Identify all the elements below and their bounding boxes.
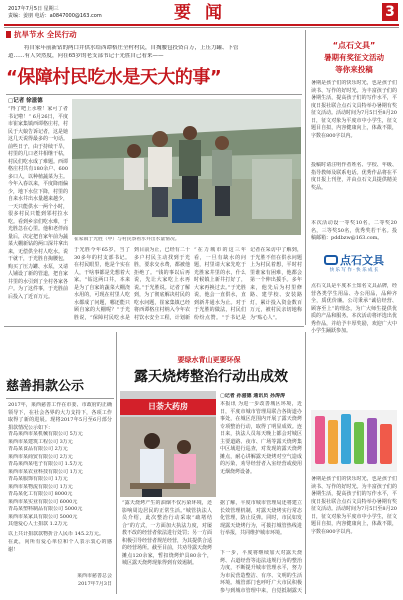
bbq-col-3: 据了解，平度市城市管理局还将建立长效管理机制，对露天烧烤实行常态化管理，防止反弹。同时，市民如发现露天烧烤行为，可拨打城管热线进行举报，共同维护城市环境。: [220, 500, 302, 536]
headline-rule: [6, 94, 302, 95]
brand-banner: [309, 253, 399, 279]
top-col-2: 于光胜今年65岁，当了30多年的村支部书记。在村民眼里，他是个实在人，干啥事都是先想着大家。“钻这两口井，本来是为了自家的蔬菜大棚浇水用的，可现在村里人吃水都成了问题，哪还能只顾自家的大棚呢？”于光胜说，“保障村民吃水是: [74, 247, 130, 320]
bottom-column-divider: [116, 332, 117, 594]
ad-body-2: 投稿时请注明作者姓名、学校、年级、指导教师及联系电话。优秀作品将在平度日报上刊登，并由点石文具提供精美奖品。: [311, 162, 397, 191]
top-col-4: “在力城市的这三年看，一旦有缺水的问题，村里请大家先吃于光胜家井里的水，什么时候镇上新井打好了，大家再换过去。”于光胜说，他会一直供水，直到新井通水为止。对于于光胜的做法，村民们纷纷点赞。“于书记是: [194, 247, 246, 320]
charity-intro: 2017年，莱西慈善工作在市委、市政府的正确领导下，在社会各界的大力支持下，各项工作取得了新的进展。现将2017年5月至6月部分捐款情况公示如下：: [8, 402, 112, 430]
donation-item: 青岛莱西某电子有限公司 1.5万元: [8, 461, 83, 467]
donation-item: 莱西市某农业科技有限公司 1万元: [8, 468, 83, 475]
charity-signature-date: 2017年7月3日: [77, 581, 112, 587]
bbq-byline: ▢记者 孙滋德 通讯员 孙涛涛: [220, 393, 285, 399]
top-headline: “保障村民吃水是天大的事”: [6, 67, 222, 88]
masthead-rule: [4, 24, 399, 26]
donation-item: 莱西市某家具有限公司 5000元: [8, 513, 78, 520]
brand-slogan: 快 乐 写 作 · 快 乐 成 长: [329, 268, 379, 273]
photo-illustration: [72, 99, 301, 235]
editor-line: 责编：姜朋 电话：a0847000@163.com: [8, 13, 102, 19]
page-number-badge: [382, 3, 398, 21]
charity-thanks: 在此，向所有爱心单位和个人表示衷心的感谢！: [8, 539, 112, 553]
ad-body-3: 本次活动设一等奖10名，二等奖20名，三等奖50名，优秀奖若干名。投稿邮箱：pddbzw@163.com。: [311, 220, 397, 241]
enforcement-illustration: [120, 391, 216, 497]
page-number: 3: [385, 4, 395, 20]
top-col-1: “得了吧上水啦！家可了者书记啦！” 6月26日，平度市崔家集镇西谭格庄村，村民于大娘告诉记者，这是她这几天说得最多的一句话。前些日子，由于持续干旱，村里的几口老井相继干枯，村民们吃水成了难题。西谭格庄村共有180余户、600多口人，以种植蔬菜为主。今年入春以来，平度降雨偏少，地下水位下降，村里的自来水井出水量越来越少，一天只能供水一两个小时，很多村民只能到邻村拉水吃。看到乡亲们吃水难，于光胜急在心里。他和老伴商量后，决定把自家年前为蔬菜大棚新钻的两口深井拿出来，无偿供全村人吃水。说干就干，于光胜自掏腰包，购买了压力罐、水泵，又请人铺设了新的管道，把自家井里的水引到了全村各家各户。为了这件事，于光胜前后投入了近百万元。: [8, 106, 68, 300]
donation-item: 青岛某食品有限公司 2万元: [8, 446, 68, 452]
donation-item: 莱西市某商贸有限公司 2万元: [8, 453, 73, 460]
right-column-filler: 暑期是孩子们的快乐时光，也是孩子们读书、写作的好时光。为丰富孩子们的暑期生活，提高孩子们的写作水平，平度日报社联合点石文具特举办暑期有奖征文活动。活动时间为7月5日至8月20日，征文对象为平度市中小学生，征文题目自拟，内容健康向上，体裁不限，字数在800字以内。: [311, 476, 397, 535]
enforcement-photo: [120, 391, 216, 497]
ad-title-line-1: “点石文具”: [332, 41, 376, 50]
section-title: 要 闻: [174, 3, 226, 23]
company-text: 点石文具是平度本土知名文具品牌，经营各类学生用品、办公用品，品种齐全，质优价廉。公司秉承“诚信经营、顾客至上”的理念，为广大师生提供优质的产品和服务。本次活动将评选出优秀作品，并给予丰厚奖励，欢迎广大中小学生踊跃参加。: [311, 283, 397, 334]
donation-item: 莱西市某物流有限公司 1万元: [8, 483, 73, 490]
column-label-marker: [6, 31, 11, 38]
brand-logo: [309, 253, 399, 268]
brand-name: 点石文具: [340, 254, 384, 267]
stationery-photo: [311, 410, 397, 472]
sidebar-divider: [305, 30, 306, 325]
column-label-text: 抗旱节水 全民行动: [14, 30, 77, 39]
masthead-rule-thin: [4, 27, 399, 28]
date-line: 2017年7月5日 星期三: [8, 6, 59, 12]
charity-signature-org: 莱西市慈善总会: [76, 573, 112, 579]
donation-item: 其他爱心人士捐款 1.2万元: [8, 521, 68, 527]
shop-sign-text: 日荼大药房: [148, 402, 188, 411]
stationery-illustration: [311, 410, 397, 472]
top-byline: ▢记者 徐滋德: [8, 98, 43, 104]
photo-caption: 崔家镇于光胜（中）与村民察看水井出水量情况。: [74, 237, 180, 242]
top-col-3: 到目前为止，已经有二十多户村民主动找到于光胜，要求交水费，都被他拒绝了。“钱的事以后再说，先让大家吃上水再说。”于光胜说。记者了解到，为了彻底解决村民的吃水问题，崔家集镇已经将西谭格庄村纳入今年农村饮水安全工程，计划新: [134, 247, 190, 320]
donation-item: 青岛某化工有限公司 8000元: [8, 491, 73, 497]
section-divider: [4, 326, 304, 327]
donation-item: 莱西市某建筑工程公司 3万元: [8, 438, 73, 445]
ad-title-line-2: 暑期有奖征文活动: [324, 53, 384, 62]
lead-line-2: 道……有人突然度，问在65岁的老支部书记于光胜自己看来——: [8, 53, 164, 59]
bbq-col-1: 本报讯 为进一步改善城区环境，近日，平度市城市管理局联合各街道办事处，在城区范围内开展了露天烧烤专项整治行动，取得了明显成效。连日来，执法人员每天晚上都会对城区主要道路、夜市、广场等露天烧烤集中区域进行巡查，对发现的露天烧烤摊点，耐心讲解露天烧烤对空气造成的污染，劝导经营者入室经营或使用无烟烧烤设备。: [220, 401, 302, 475]
donation-item: 青岛莱西市某机械有限公司 5万元: [8, 431, 83, 437]
donation-list: [8, 431, 112, 529]
top-col-5: 记者在采访中了解到，于光胜不但在供水问题上为村民着想，平时村里谁家有困难，他都会第一个伸出援手。多年来，他先后为村里修路、建学校、安装路灯，累计投入资金数百万元，被村民亲切地称为“贴心人”。: [250, 247, 302, 320]
farmer-well-photo: [72, 99, 301, 235]
bbq-col-2: “露天烧烤产生的油烟不仅污染环境，还影响周边居民的正常生活。”城管执法人员介绍，此次整治行动采取“疏堵结合”的方式，一方面加大执法力度，对屡教不改的经营者依法进行处罚；另一方面积极引导经营者规范经营，为其提供合适的经营场所。截至目前，共劝导露天烧烤摊点120余家，暂扣烧烤炉具80余个，城区露天烧烤现象得到有效遏制。: [122, 500, 212, 566]
bottom-right-divider: [305, 332, 306, 594]
column-label: [6, 30, 146, 40]
ad-body-1: 暑期是孩子们的快乐时光，也是孩子们读书、写作的好时光。为丰富孩子们的暑期生活，提高孩子们的写作水平，平度日报社联合点石文具特举办暑期有奖征文活动。活动时间为7月5日至8月20日，征文对象为平度市中小学生，征文题目自拟，内容健康向上，体裁不限，字数在800字以内。: [311, 80, 397, 139]
bbq-kicker: 要绿水青山更要环保: [177, 356, 241, 364]
lead-line-1: 将自家年前新钻的两口井供水给西谭格庄全村村民，自掏腰包投资百万，上压力罐、下管: [24, 45, 239, 51]
charity-outro: 以上共计捐款款物折合人民币 145.2万元。: [8, 531, 104, 537]
charity-headline: 慈善捐款公示: [6, 379, 85, 394]
charity-rule: [6, 398, 114, 399]
bbq-col-4: 下一步，平度将继续加大对露天烧烤、占道经营等违法违规行为的整治力度，不断提升城市管理水平，努力为市民营造整洁、有序、文明的生活环境。城管部门也呼吁广大市民积极参与到城市管理中来，自觉抵制露天: [220, 550, 302, 594]
donation-item: 青岛某塑料制品有限公司 5000元: [8, 506, 83, 512]
donation-item: 青岛某服饰有限公司 1万元: [8, 476, 68, 482]
donation-item: 莱西市某实业有限公司 6000元: [8, 498, 78, 505]
ad-sidebar: [309, 30, 399, 325]
bbq-headline: 露天烧烤整治行动出成效: [134, 369, 288, 385]
brand-logo-mark: [324, 255, 338, 265]
ad-title-line-3: 等你来投稿: [335, 65, 373, 74]
